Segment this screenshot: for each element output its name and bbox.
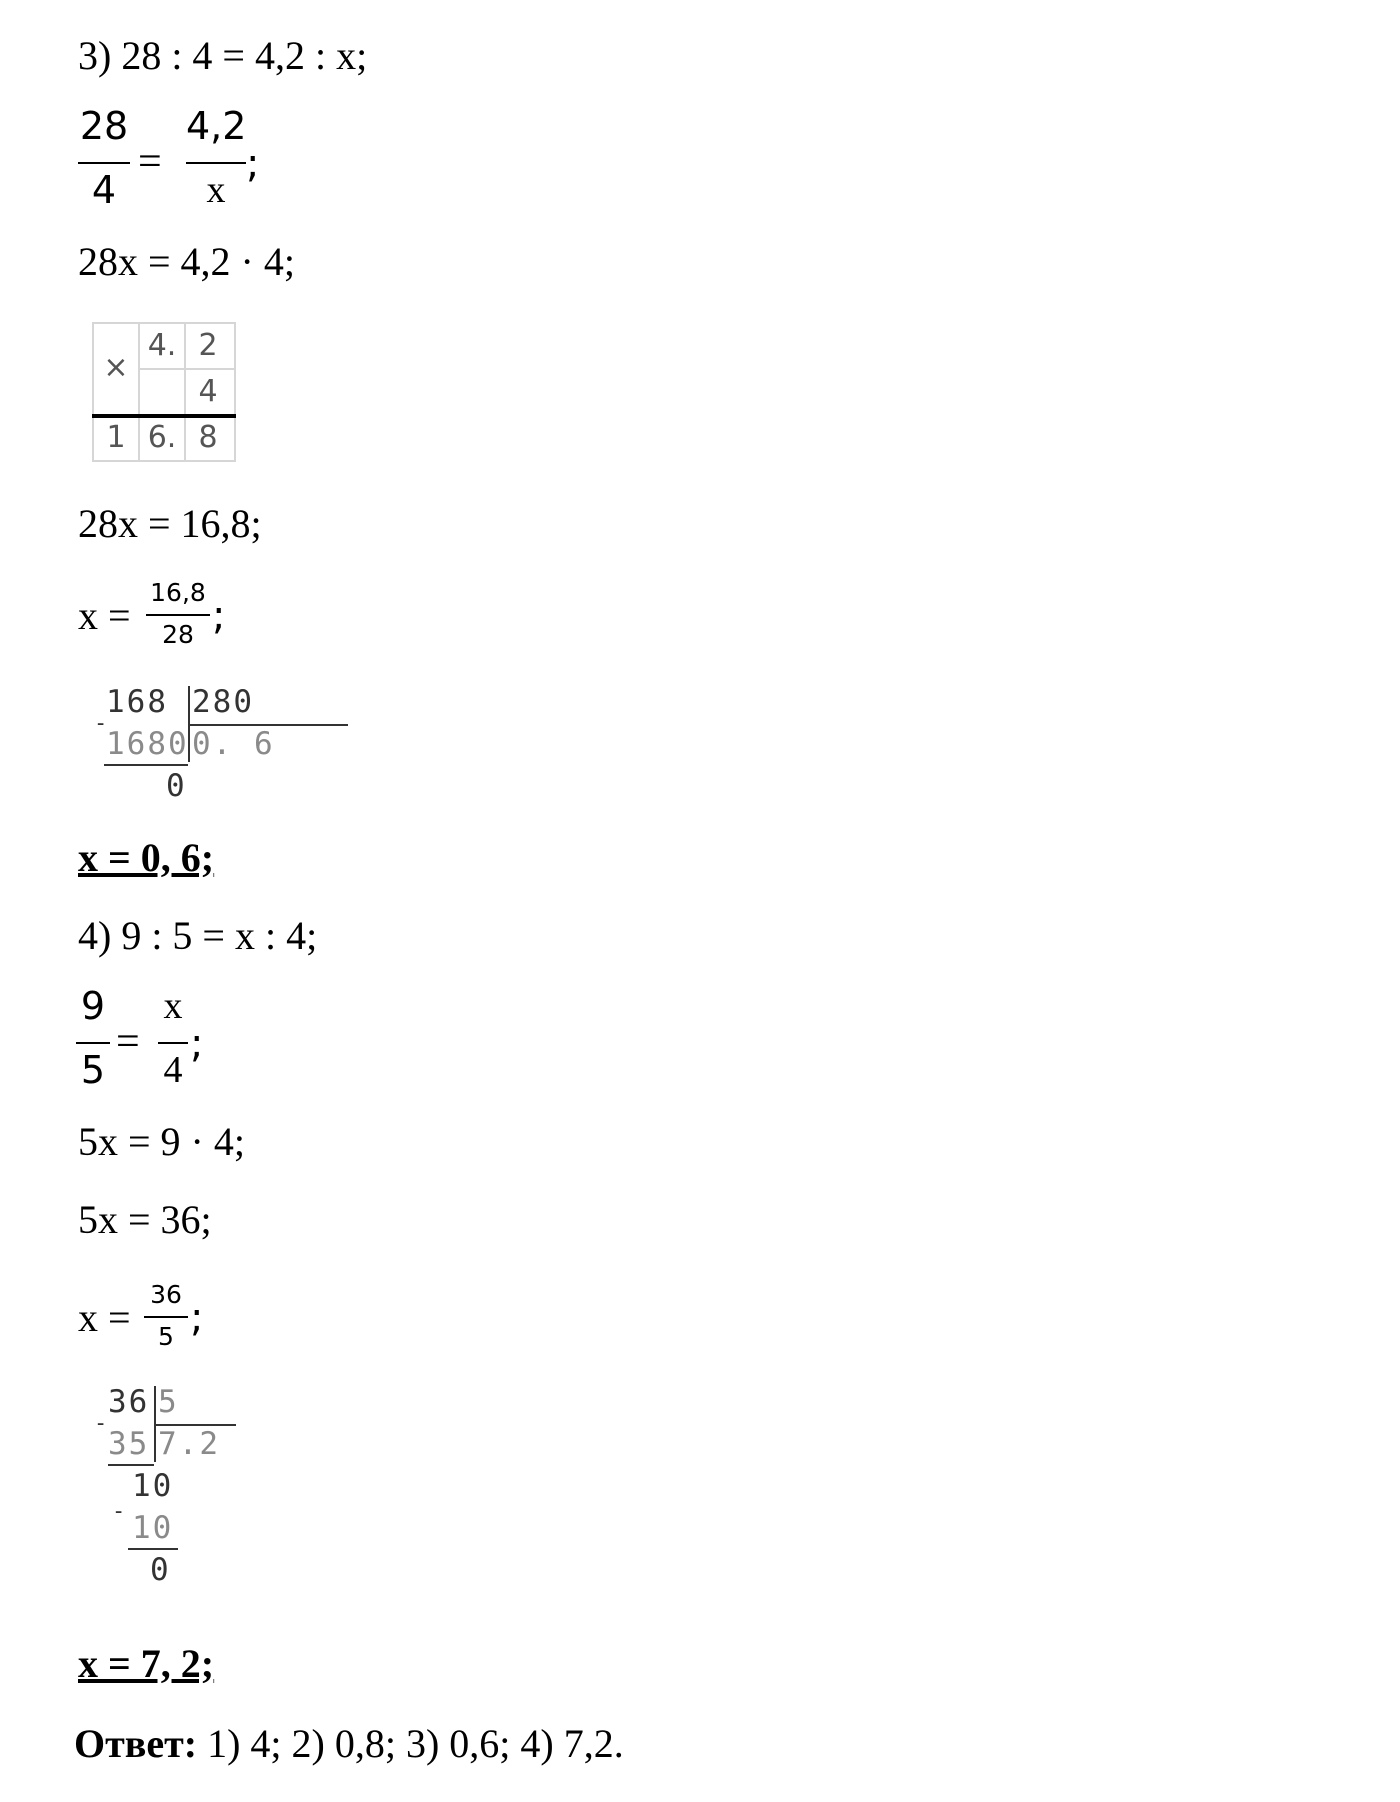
- equation-5x-mult: 5x = 9 · 4;: [78, 1119, 245, 1164]
- x-equals: x =: [78, 1295, 131, 1340]
- equals-sign: =: [116, 1019, 140, 1065]
- grid-cell: 1: [106, 420, 126, 455]
- multiplication-grid: [92, 322, 236, 462]
- quotient: 7.2: [158, 1426, 220, 1462]
- minus-sign: -: [112, 1499, 128, 1524]
- final-answer: [74, 1720, 624, 1768]
- fraction-16-8-over-28: [146, 578, 210, 654]
- fraction-bar: [158, 1042, 188, 1044]
- fraction-9-over-5: [76, 984, 110, 1094]
- fraction-x-over-4: [158, 984, 188, 1094]
- equation-5x-result: 5x = 36;: [78, 1197, 212, 1242]
- subtrahend: 10: [132, 1510, 174, 1546]
- problem-4-statement: 4) 9 : 5 = x : 4;: [78, 913, 318, 958]
- final-answer-text: 1) 4; 2) 0,8; 3) 0,6; 4) 7,2.: [197, 1721, 624, 1766]
- remainder: 0: [150, 1552, 171, 1588]
- dividend: 168: [106, 684, 168, 720]
- fraction-denominator: 5: [80, 1048, 106, 1092]
- dividend: 36: [108, 1384, 150, 1420]
- fraction-numerator: 36: [150, 1280, 182, 1309]
- x-equals: x =: [78, 593, 131, 638]
- problem-3-statement: 3) 28 : 4 = 4,2 : x;: [78, 33, 368, 78]
- grid-cell: 8: [198, 420, 218, 455]
- minus-sign: -: [94, 711, 110, 736]
- fraction-bar: [76, 1042, 110, 1044]
- remainder: 0: [166, 768, 187, 804]
- equals-sign: =: [138, 139, 162, 185]
- fraction-numerator: 28: [79, 104, 129, 148]
- equation-28x-mult: 28x = 4,2 · 4;: [78, 239, 295, 284]
- semicolon: ;: [190, 1295, 204, 1341]
- answer-part-4: x = 7, 2;: [78, 1641, 215, 1686]
- fraction-numerator: 9: [80, 984, 106, 1028]
- fraction-bar: [146, 614, 210, 616]
- semicolon: ;: [190, 1021, 204, 1067]
- fraction-denominator: 4: [163, 1049, 183, 1091]
- fraction-4-2-over-x: [186, 104, 246, 214]
- fraction-denominator: 5: [158, 1322, 174, 1351]
- semicolon: ;: [212, 593, 226, 639]
- long-division-36-5: [92, 1384, 252, 1594]
- fraction-numerator: x: [163, 985, 183, 1027]
- fraction-28-over-4: [78, 104, 130, 214]
- divisor: 280: [192, 684, 254, 720]
- multiply-sign: ×: [103, 350, 129, 385]
- fraction-denominator: x: [206, 169, 226, 211]
- fraction-numerator: 4,2: [186, 104, 247, 148]
- grid-cell: 2: [198, 328, 218, 363]
- grid-cell: 4.: [147, 328, 177, 363]
- subtrahend: 1680: [106, 726, 189, 762]
- fraction-bar: [186, 162, 246, 164]
- minus-sign: -: [94, 1411, 110, 1436]
- remainder-step: 10: [132, 1468, 174, 1504]
- fraction-denominator: 4: [91, 168, 117, 212]
- subtrahend: 35: [108, 1426, 150, 1462]
- divisor: 5: [158, 1384, 179, 1420]
- fraction-numerator: 16,8: [150, 578, 206, 607]
- semicolon: ;: [246, 141, 260, 187]
- fraction-bar: [144, 1316, 188, 1318]
- final-answer-label: Ответ:: [74, 1721, 198, 1766]
- answer-part-3: x = 0, 6;: [78, 835, 215, 880]
- long-division-168-280: [92, 684, 275, 814]
- fraction-bar: [78, 162, 130, 164]
- fraction-denominator: 28: [162, 620, 194, 649]
- quotient: 0. 6: [192, 726, 275, 762]
- equation-28x-result: 28x = 16,8;: [78, 501, 262, 546]
- grid-cell: 6.: [147, 420, 177, 455]
- grid-cell: 4: [198, 374, 218, 409]
- fraction-36-over-5: [144, 1280, 188, 1356]
